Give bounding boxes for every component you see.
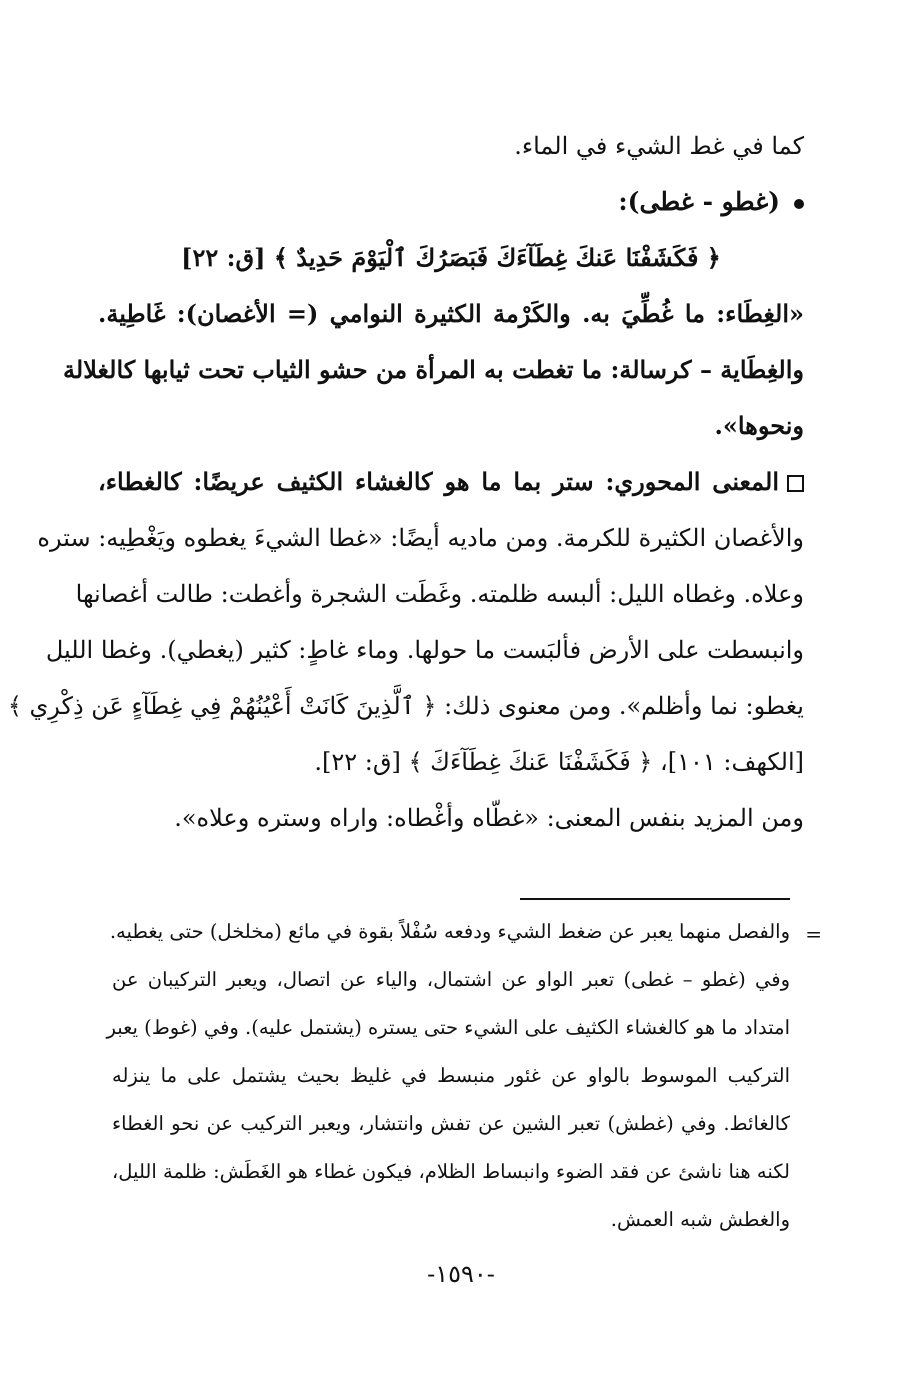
footnote-divider	[520, 898, 790, 900]
meaning-line: يغطو: نما وأظلم». ومن معنوى ذلك: ﴿ ٱلَّذِينَ كَانَتْ أَعْيُنُهُمْ فِي غِطَآءٍ عَن ذِكْرِي ﴾	[7, 692, 804, 720]
footnote-line: والغطش شبه العمش.	[610, 1208, 790, 1231]
meaning-line: وعلاه. وغطاه الليل: ألبسه ظلمته. وغَطَت الشجرة وأغطت: طالت أغصانها	[75, 580, 804, 608]
footnote-line: والفصل منهما يعبر عن ضغط الشيء ودفعه سُفْلاً بقوة في مائع (مخلخل) حتى يغطيه.	[109, 920, 790, 943]
entry-heading-text: (غطو - غطى):	[618, 187, 780, 216]
entry-heading	[98, 174, 804, 230]
footnote-line: امتداد ما هو كالغشاء الكثيف على الشيء حتى يستره (يشتمل عليه). وفي (غوط) يعبر	[106, 1016, 790, 1039]
quran-verse: ﴿ فَكَشَفْنَا عَنكَ غِطَآءَكَ فَبَصَرُكَ ٱلْيَوْمَ حَدِيدٌ ﴾ [ق: ٢٢]	[181, 243, 721, 272]
meaning-line: وانبسطت على الأرض فألبَست ما حولها. وماء غاطٍ: كثير (يغطي). وغطا الليل	[45, 636, 804, 664]
square-icon	[787, 475, 804, 492]
meaning-line: والأغصان الكثيرة للكرمة. ومن ماديه أيضًا: «غطا الشيءَ يغطوه ويَغْطِيه: ستره	[37, 524, 804, 552]
footnote-line: وفي (غطو – غطى) تعبر الواو عن اشتمال، والياء عن اتصال، ويعبر التركيبان عن	[112, 968, 790, 991]
footnote	[106, 908, 790, 1244]
footnote-line: لكنه هنا ناشئ عن فقد الضوء وانبساط الظلام، فيكون غطاء هو الغَطَش: ظلمة الليل،	[112, 1160, 790, 1183]
meaning-line: [الكهف: ١٠١]، ﴿ فَكَشَفْنَا عَنكَ غِطَآءَكَ ﴾ [ق: ٢٢].	[314, 748, 804, 776]
definition-line: «الغِطَاء: ما غُطِّيَ به. والكَرْمة الكثيرة النوامي (= الأغصان): غَاطِية.	[98, 299, 804, 328]
intro-line: كما في غط الشيء في الماء.	[514, 132, 804, 160]
footnote-line: التركيب الموسوط بالواو عن غئور منبسط في غليظ بحيث يشتمل على ما ينزله	[112, 1064, 790, 1087]
main-text	[7, 118, 804, 846]
definition-line: ونحوها».	[714, 411, 804, 440]
footnote-line: كالغائط. وفي (غطش) تعبر الشين عن تفش وانتشار، ويعبر التركيب عن نحو الغطاء	[112, 1112, 790, 1135]
footnote-continuation-marker: =	[805, 922, 822, 946]
definition-line: والغِطَاية – كرسالة: ما تغطت به المرأة من حشو الثياب تحت ثيابها كالغلالة	[63, 355, 804, 384]
meaning-line-text: المعنى المحوري: ستر بما ما هو كالغشاء الكثيف عريضًا: كالغطاء،	[98, 467, 779, 496]
meaning-line	[98, 454, 804, 510]
page-number: -١٥٩٠-	[427, 1260, 495, 1288]
meaning-line: ومن المزيد بنفس المعنى: «غطّاه وأغْطاه: واراه وستره وعلاه».	[174, 804, 804, 832]
bullet-icon	[794, 199, 804, 209]
